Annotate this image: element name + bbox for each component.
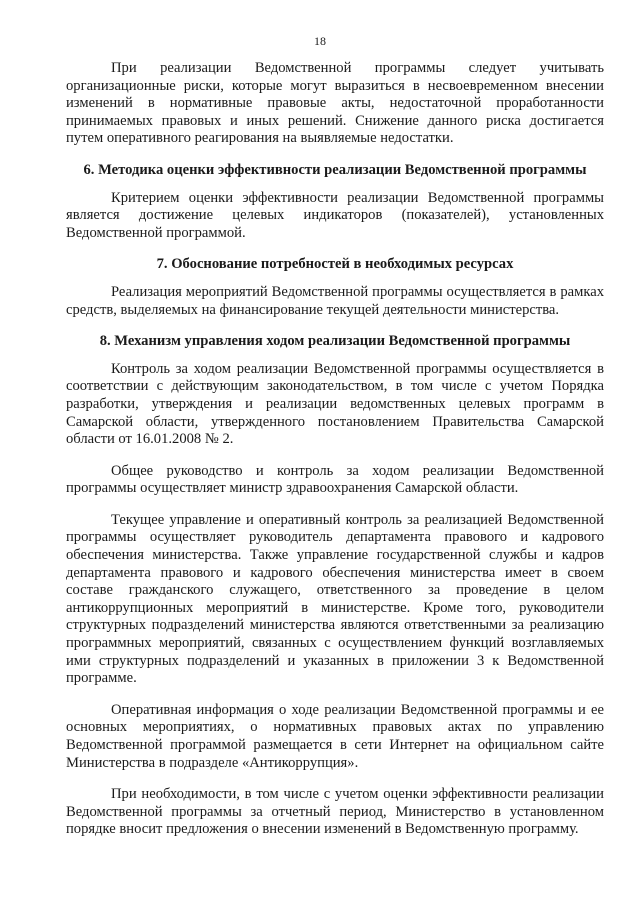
heading-section-7: 7. Обоснование потребностей в необходимых ресурсах: [156, 256, 514, 273]
document-body: [66, 60, 604, 847]
paragraph-risk: При реализации Ведомственной программы следует учитывать организационные риски, которые могут выразиться в несвоевременном внесении изменений в нормативные правовые акты, недостаточной проработанности принимаемых правовых и иных решений. Снижение данного риска достигается путем оперативного реагирования на выявляемые недостатки.: [66, 60, 604, 147]
paragraph-section-8-current: Текущее управление и оперативный контроль за реализацией Ведомственной программы осуществляет руководитель департамента правового и кадрового обеспечения министерства. Также управление государственной службы и кадров департамента правового и кадрового обеспечения министерства имеет в своем составе гражданского служащего, ответственного за проведение в целом антикоррупционных мероприятий в министерстве. Кроме того, руководители структурных подразделений министерства являются ответственными за реализацию программных мероприятий, связанных с осуществлением функций возглавляемых ими структурных подразделений и указанных в приложении 3 к Ведомственной программе.: [66, 511, 604, 687]
paragraph-section-8-general: Общее руководство и контроль за ходом реализации Ведомственной программы осуществляет министр здравоохранения Самарской области.: [66, 462, 604, 497]
paragraph-section-8-control: Контроль за ходом реализации Ведомственной программы осуществляется в соответствии с действующим законодательством, в том числе с учетом Порядка разработки, утверждения и реализации ведомственных целевых программ в Самарской области, утвержденного постановлением Правительства Самарской области от 16.01.2008 № 2.: [66, 360, 604, 448]
page-number: 18: [314, 34, 326, 48]
heading-section-6: 6. Методика оценки эффективности реализации Ведомственной программы: [83, 161, 587, 178]
heading-section-8: 8. Механизм управления ходом реализации Ведомственной программы: [99, 333, 571, 350]
paragraph-section-8-changes: При необходимости, в том числе с учетом оценки эффективности реализации Ведомственной программы за отчетный период, Министерство в установленном порядке вносит предложения о внесении изменений в Ведомственную программу.: [66, 786, 604, 838]
paragraph-section-8-info: Оперативная информация о ходе реализации Ведомственной программы и ее основных мероприятиях, о нормативных правовых актах по управлению Ведомственной программой размещается в сети Интернет на официальном сайте Министерства в подразделе «Антикоррупция».: [66, 701, 604, 771]
paragraph-section-7: Реализация мероприятий Ведомственной программы осуществляется в рамках средств, выделяемых на финансирование текущей деятельности министерства.: [66, 283, 604, 318]
paragraph-section-6: Критерием оценки эффективности реализации Ведомственной программы является достижение целевых индикаторов (показателей), установленных Ведомственной программой.: [66, 189, 604, 241]
